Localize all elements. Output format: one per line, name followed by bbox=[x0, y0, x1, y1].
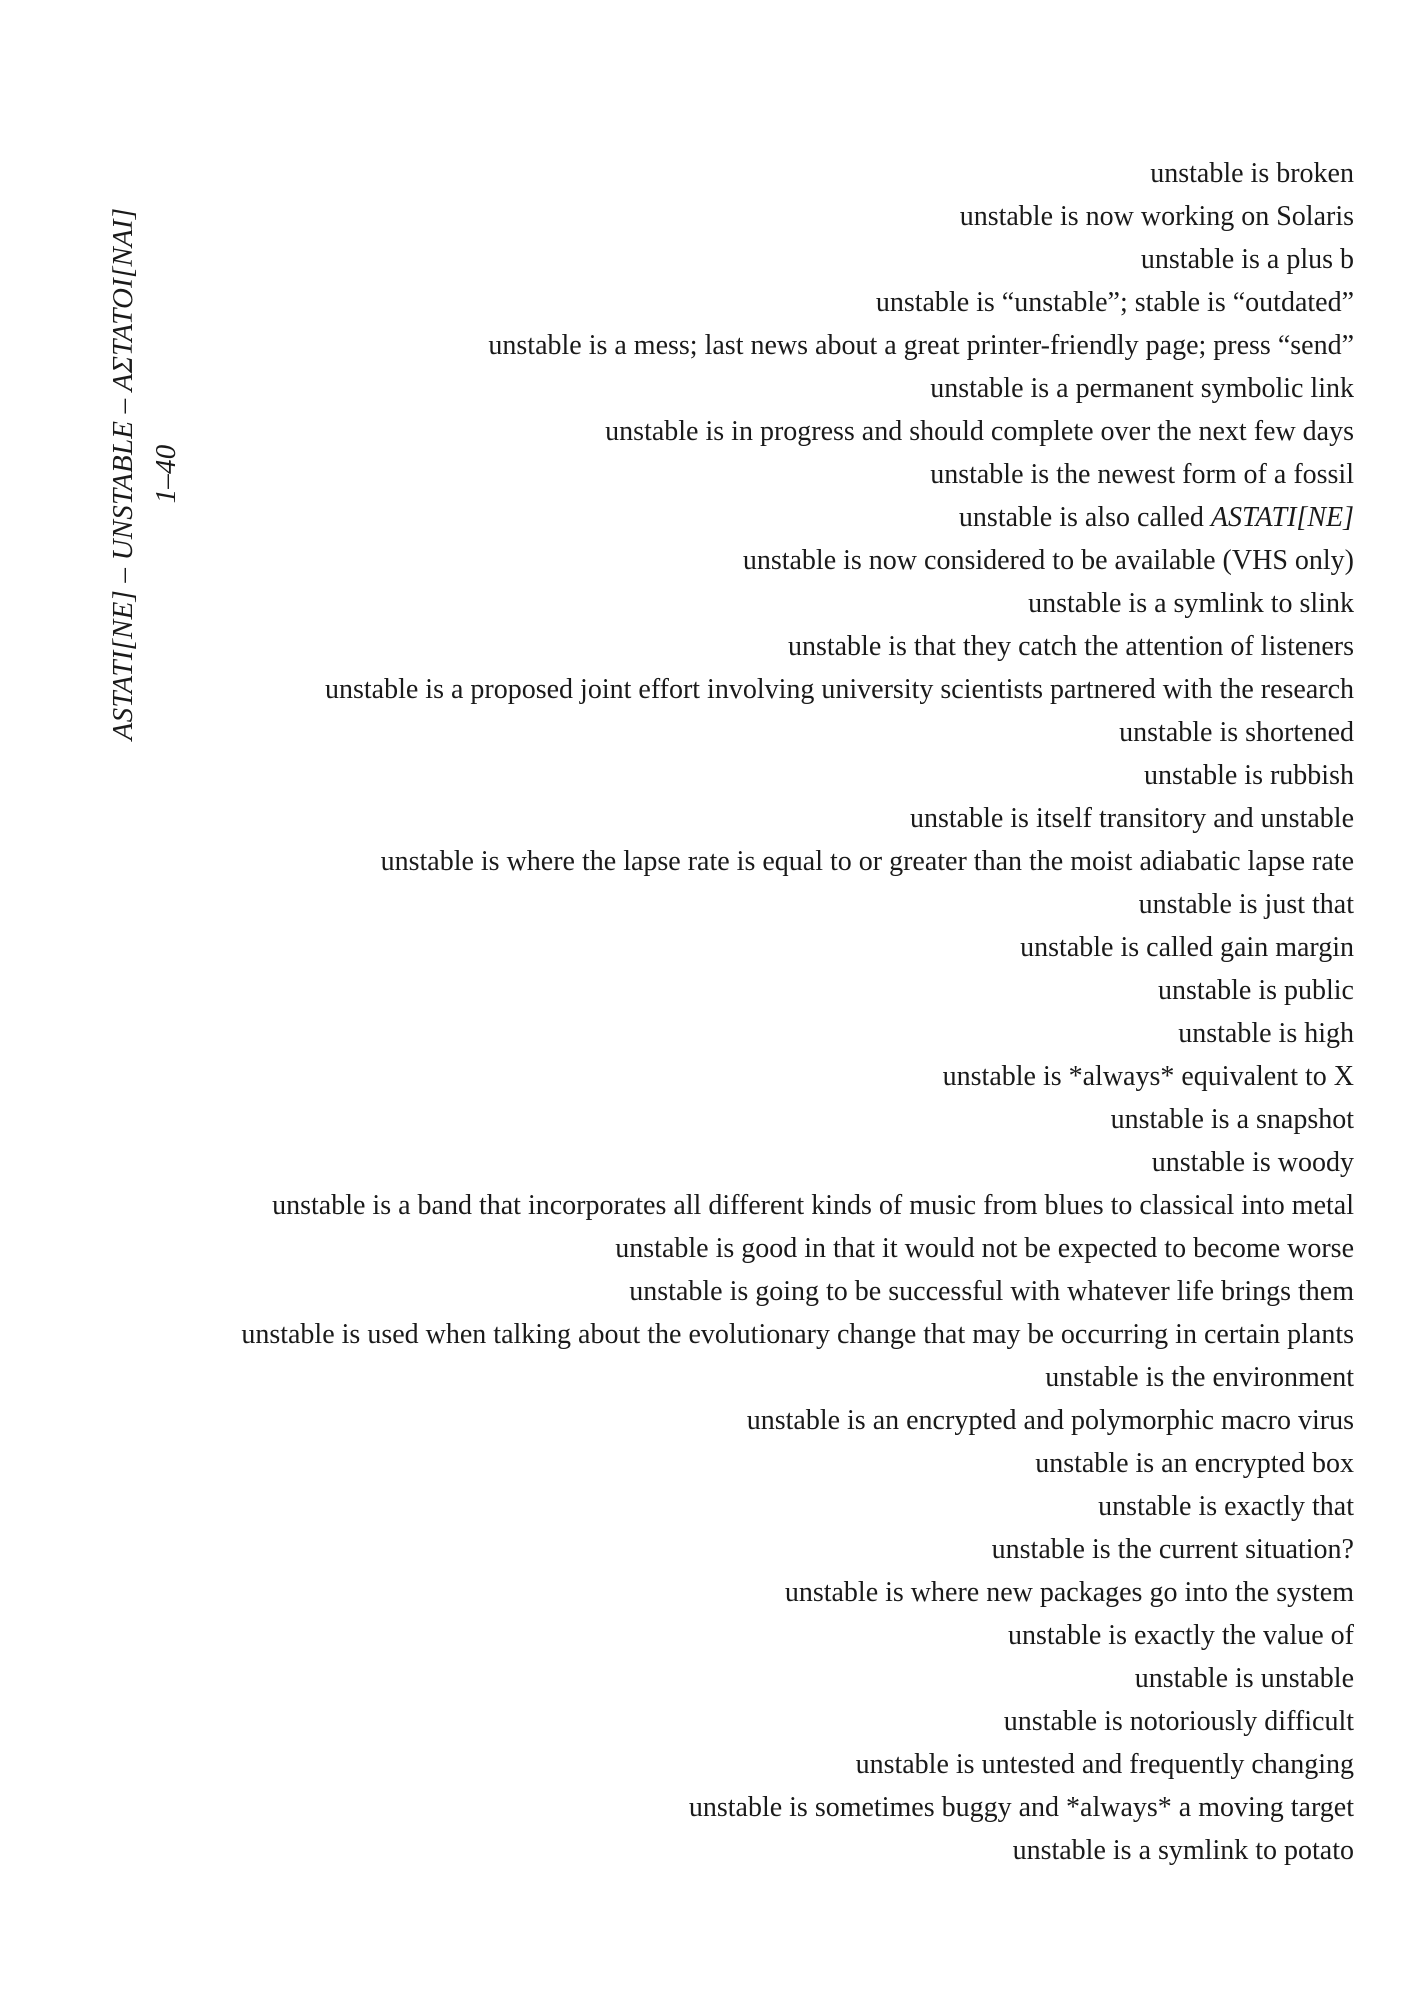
poem-line: unstable is exactly that bbox=[1098, 1491, 1354, 1522]
poem-line: unstable is called gain margin bbox=[1020, 932, 1354, 963]
poem-line: unstable is good in that it would not be expected to become worse bbox=[615, 1233, 1354, 1264]
poem-line: unstable is rubbish bbox=[1144, 760, 1354, 791]
poem-line: unstable is the environment bbox=[1045, 1362, 1354, 1393]
poem-line: unstable is woody bbox=[1151, 1147, 1354, 1178]
poem-line: unstable is the newest form of a fossil bbox=[930, 459, 1354, 490]
poem-line: unstable is used when talking about the evolutionary change that may be occurring in certain plants bbox=[241, 1319, 1354, 1350]
side-title-heading: ASTATI[NE] – UNSTABLE – ΑΣΤΑΤΟΙ[ΝΑΙ] bbox=[107, 207, 139, 741]
poem-line: unstable is itself transitory and unstable bbox=[909, 803, 1354, 834]
poem-line: unstable is shortened bbox=[1119, 717, 1354, 748]
poem-line: unstable is a symlink to slink bbox=[1028, 588, 1354, 619]
poem-line: unstable is a symlink to potato bbox=[1012, 1835, 1354, 1866]
poem-line: unstable is an encrypted box bbox=[1035, 1448, 1354, 1479]
poem-line: unstable is that they catch the attention of listeners bbox=[787, 631, 1354, 662]
poem-line: unstable is a plus b bbox=[1140, 244, 1354, 275]
poem-line: unstable is *always* equivalent to X bbox=[942, 1061, 1354, 1092]
poem-line: unstable is high bbox=[1178, 1018, 1354, 1049]
poem-line: unstable is a band that incorporates all different kinds of music from blues to classical into metal bbox=[272, 1190, 1354, 1221]
poem-line: unstable is broken bbox=[1150, 158, 1354, 189]
poem-line: unstable is in progress and should complete over the next few days bbox=[605, 416, 1354, 447]
poem-line: unstable is where new packages go into the system bbox=[784, 1577, 1354, 1608]
poem-line-italic: ASTATI[NE] bbox=[1210, 502, 1354, 533]
poem-line: unstable is “unstable”; stable is “outdated” bbox=[875, 287, 1354, 318]
poem-line: unstable is the current situation? bbox=[991, 1534, 1354, 1565]
poem-line: unstable is a mess; last news about a great printer-friendly page; press “send” bbox=[488, 330, 1354, 361]
poem-line: unstable is an encrypted and polymorphic macro virus bbox=[746, 1405, 1354, 1436]
poem-line: unstable is just that bbox=[1138, 889, 1354, 920]
poem-line: unstable is notoriously difficult bbox=[1003, 1706, 1354, 1737]
poem-line: unstable is now considered to be available (VHS only) bbox=[742, 545, 1354, 576]
poem-line: unstable is sometimes buggy and *always* a moving target bbox=[688, 1792, 1354, 1823]
poem-line: unstable is a proposed joint effort involving university scientists partnered with the research bbox=[324, 674, 1354, 705]
poem-line: unstable is now working on Solaris bbox=[959, 201, 1354, 232]
poem-line: unstable is untested and frequently changing bbox=[855, 1749, 1354, 1780]
poem-line: unstable is unstable bbox=[1134, 1663, 1354, 1694]
poem-line: unstable is exactly the value of bbox=[1008, 1620, 1354, 1651]
poem-line: unstable is a permanent symbolic link bbox=[930, 373, 1354, 404]
side-title-range: 1–40 bbox=[150, 444, 182, 504]
poem bbox=[104, 152, 1354, 1872]
poem-line: unstable is a snapshot bbox=[1110, 1104, 1354, 1135]
poem-line-text: unstable is also called bbox=[958, 502, 1211, 533]
poem-line: unstable is public bbox=[1158, 975, 1354, 1006]
poem-line: unstable is going to be successful with whatever life brings them bbox=[629, 1276, 1354, 1307]
poem-line: unstable is where the lapse rate is equal to or greater than the moist adiabatic lapse rate bbox=[380, 846, 1354, 877]
poem-line bbox=[104, 496, 1354, 539]
